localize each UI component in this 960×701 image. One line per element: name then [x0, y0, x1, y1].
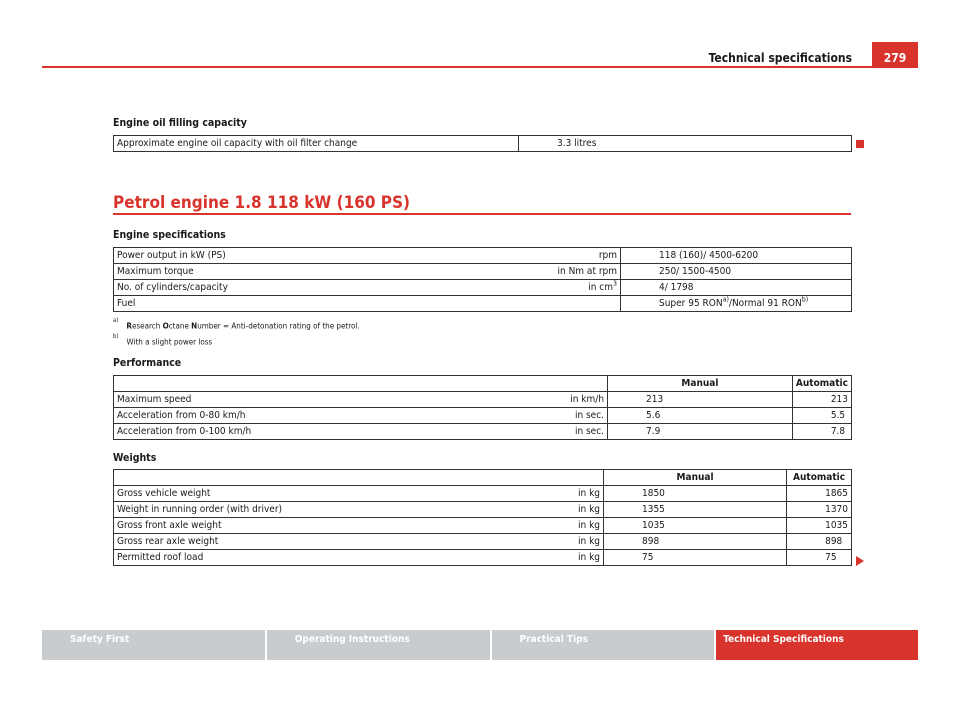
section-rule	[113, 213, 851, 215]
unit-superscript: 3	[612, 279, 617, 288]
footnote-ref-a[interactable]: a)	[722, 295, 729, 304]
cell-unit: in km/h	[475, 392, 608, 408]
cell-unit: in kg	[473, 486, 604, 502]
table-row	[114, 392, 852, 408]
cell-value: 4/ 1798	[621, 280, 852, 296]
cell-value: 118 (160)/ 4500-6200	[621, 248, 852, 264]
unit-text: in cm	[588, 282, 613, 293]
table-row	[114, 408, 852, 424]
table-row	[114, 296, 852, 312]
cell-unit	[484, 280, 621, 296]
performance-label: Performance	[113, 357, 182, 369]
footnote-text: umber = Anti-detonation rating of the petrol.	[197, 321, 360, 331]
section-title: Petrol engine 1.8 118 kW (160 PS)	[113, 193, 411, 213]
table-row	[114, 550, 852, 566]
cell-manual: 5.6	[608, 408, 793, 424]
footnote-b	[113, 333, 213, 347]
footnote-text: esearch	[131, 321, 163, 331]
cell-automatic: 898	[787, 534, 852, 550]
cell-manual: 1850	[604, 486, 787, 502]
cell-name: Acceleration from 0-80 km/h	[114, 408, 475, 424]
engine-specs-label: Engine specifications	[113, 229, 226, 241]
performance-table	[113, 375, 852, 440]
cell-value	[621, 296, 852, 312]
table-row	[114, 518, 852, 534]
cell-value: 250/ 1500-4500	[621, 264, 852, 280]
weights-table	[113, 469, 852, 566]
cell-name: No. of cylinders/capacity	[114, 280, 485, 296]
table-row	[114, 486, 852, 502]
footnote-initial: R	[126, 321, 132, 331]
cell-name: Gross rear axle weight	[114, 534, 473, 550]
header-blank	[114, 470, 473, 486]
cell-unit: in sec.	[475, 424, 608, 440]
table-row	[114, 424, 852, 440]
cell-unit	[484, 296, 621, 312]
header-manual: Manual	[608, 376, 793, 392]
header-automatic: Automatic	[792, 376, 851, 392]
table-row	[114, 264, 852, 280]
cell-manual: 213	[608, 392, 793, 408]
fuel-value-part: Super 95 RON	[659, 298, 723, 309]
cell-unit: rpm	[484, 248, 621, 264]
table-row	[114, 248, 852, 264]
cell-manual: 75	[604, 550, 787, 566]
footer-tab-technical-specifications[interactable]: Technical Specifications	[716, 630, 918, 660]
cell-unit: in kg	[473, 518, 604, 534]
footer-nav	[42, 630, 918, 660]
footnote-initial: O	[162, 321, 169, 331]
footnote-mark: b)	[113, 333, 119, 340]
end-of-section-square-icon	[856, 140, 864, 148]
header-blank	[473, 470, 604, 486]
cell-manual: 1035	[604, 518, 787, 534]
cell-name: Power output in kW (PS)	[114, 248, 485, 264]
cell-unit: in sec.	[475, 408, 608, 424]
footnote-mark: a)	[113, 317, 119, 324]
header-blank	[114, 376, 475, 392]
oil-capacity-table	[113, 135, 852, 152]
oil-row-name: Approximate engine oil capacity with oil filter change	[114, 136, 519, 152]
footnote-text: ctane	[168, 321, 192, 331]
fuel-value-part: /Normal 91 RON	[728, 298, 802, 309]
cell-manual: 1355	[604, 502, 787, 518]
cell-name: Maximum torque	[114, 264, 485, 280]
weights-label: Weights	[113, 452, 157, 464]
cell-automatic: 5.5	[792, 408, 851, 424]
table-header-row	[114, 376, 852, 392]
table-row	[114, 534, 852, 550]
cell-automatic: 1865	[787, 486, 852, 502]
cell-name: Permitted roof load	[114, 550, 473, 566]
cell-automatic: 7.8	[792, 424, 851, 440]
cell-automatic: 1035	[787, 518, 852, 534]
footnote-text: With a slight power loss	[126, 337, 213, 347]
cell-name: Gross vehicle weight	[114, 486, 473, 502]
header-title: Technical specifications	[708, 51, 852, 65]
header-blank	[475, 376, 608, 392]
footnote-a	[113, 317, 360, 331]
cell-automatic: 1370	[787, 502, 852, 518]
continue-triangle-icon[interactable]	[856, 556, 864, 566]
cell-name: Fuel	[114, 296, 485, 312]
header-manual: Manual	[604, 470, 787, 486]
footer-tab-practical-tips[interactable]: Practical Tips	[492, 630, 715, 660]
cell-name: Weight in running order (with driver)	[114, 502, 473, 518]
engine-specs-table	[113, 247, 852, 312]
footer-tab-operating-instructions[interactable]: Operating Instructions	[267, 630, 490, 660]
cell-unit: in kg	[473, 502, 604, 518]
cell-unit: in kg	[473, 550, 604, 566]
table-header-row	[114, 470, 852, 486]
header-automatic: Automatic	[787, 470, 852, 486]
table-row	[114, 136, 852, 152]
cell-automatic: 213	[792, 392, 851, 408]
cell-name: Gross front axle weight	[114, 518, 473, 534]
footer-tab-safety-first[interactable]: Safety First	[42, 630, 265, 660]
cell-manual: 7.9	[608, 424, 793, 440]
oil-capacity-label: Engine oil filling capacity	[113, 117, 247, 129]
footnote-initial: N	[191, 321, 198, 331]
page-number: 279	[872, 42, 918, 68]
cell-name: Acceleration from 0-100 km/h	[114, 424, 475, 440]
cell-automatic: 75	[787, 550, 852, 566]
footnote-ref-b[interactable]: b)	[801, 295, 809, 304]
oil-row-value: 3.3 litres	[519, 136, 852, 152]
table-row	[114, 280, 852, 296]
cell-manual: 898	[604, 534, 787, 550]
header-rule	[42, 66, 918, 68]
table-row	[114, 502, 852, 518]
cell-unit: in kg	[473, 534, 604, 550]
cell-unit: in Nm at rpm	[484, 264, 621, 280]
cell-name: Maximum speed	[114, 392, 475, 408]
